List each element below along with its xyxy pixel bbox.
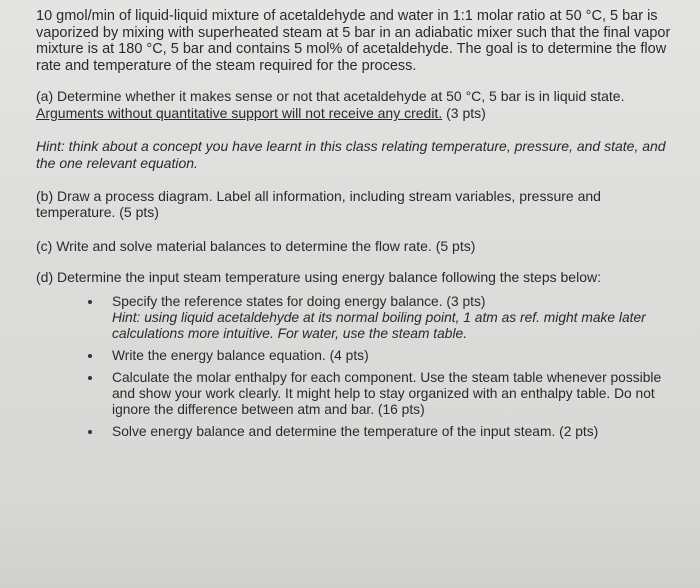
part-a bbox=[36, 88, 676, 122]
step-text: Solve energy balance and determine the temperature of the input steam. (2 pts) bbox=[112, 423, 599, 439]
problem-intro: 10 gmol/min of liquid-liquid mixture of acetaldehyde and water in 1:1 molar ratio at 50 °C, 5 bar is vaporized by mixing with superheated steam at 5 bar in an adiabatic mixer such that the final vapor mixture is at 180 °C, 5 bar and contains 5 mol% of acetaldehyde. The goal is to determine the flow rate and temperature of the steam required for the process. bbox=[36, 8, 671, 74]
list-item bbox=[112, 348, 672, 364]
part-a-points: (3 pts) bbox=[442, 105, 486, 122]
part-d: (d) Determine the input steam temperature using energy balance following the steps below: bbox=[36, 268, 601, 285]
part-a-text: (a) Determine whether it makes sense or not that acetaldehyde at 50 °C, 5 bar is in liquid state. bbox=[36, 88, 625, 105]
step-text: Specify the reference states for doing energy balance. (3 pts) bbox=[112, 293, 486, 309]
part-b: (b) Draw a process diagram. Label all information, including stream variables, pressure and temperature. (5 pts) bbox=[36, 187, 601, 221]
list-item bbox=[112, 370, 672, 418]
part-c: (c) Write and solve material balances to determine the flow rate. (5 pts) bbox=[36, 238, 476, 255]
step-text: Write the energy balance equation. (4 pts) bbox=[112, 347, 369, 363]
part-d-steps bbox=[36, 294, 686, 440]
part-a-credit-note: Arguments without quantitative support will not receive any credit. bbox=[36, 105, 443, 122]
list-item bbox=[112, 294, 672, 342]
page-shade bbox=[0, 498, 700, 588]
list-item bbox=[112, 424, 672, 440]
step-hint: Hint: using liquid acetaldehyde at its normal boiling point, 1 atm as ref. might make later calculations more intuitive. For water, use the steam table. bbox=[112, 309, 646, 341]
part-a-hint: Hint: think about a concept you have learnt in this class relating temperature, pressure, and state, and the one relevant equation. bbox=[36, 137, 666, 171]
step-text: Calculate the molar enthalpy for each component. Use the steam table whenever possible and show your work clearly. It might help to stay organized with an enthalpy table. Do not ignore the difference between atm and bar. (16 pts) bbox=[112, 369, 662, 417]
